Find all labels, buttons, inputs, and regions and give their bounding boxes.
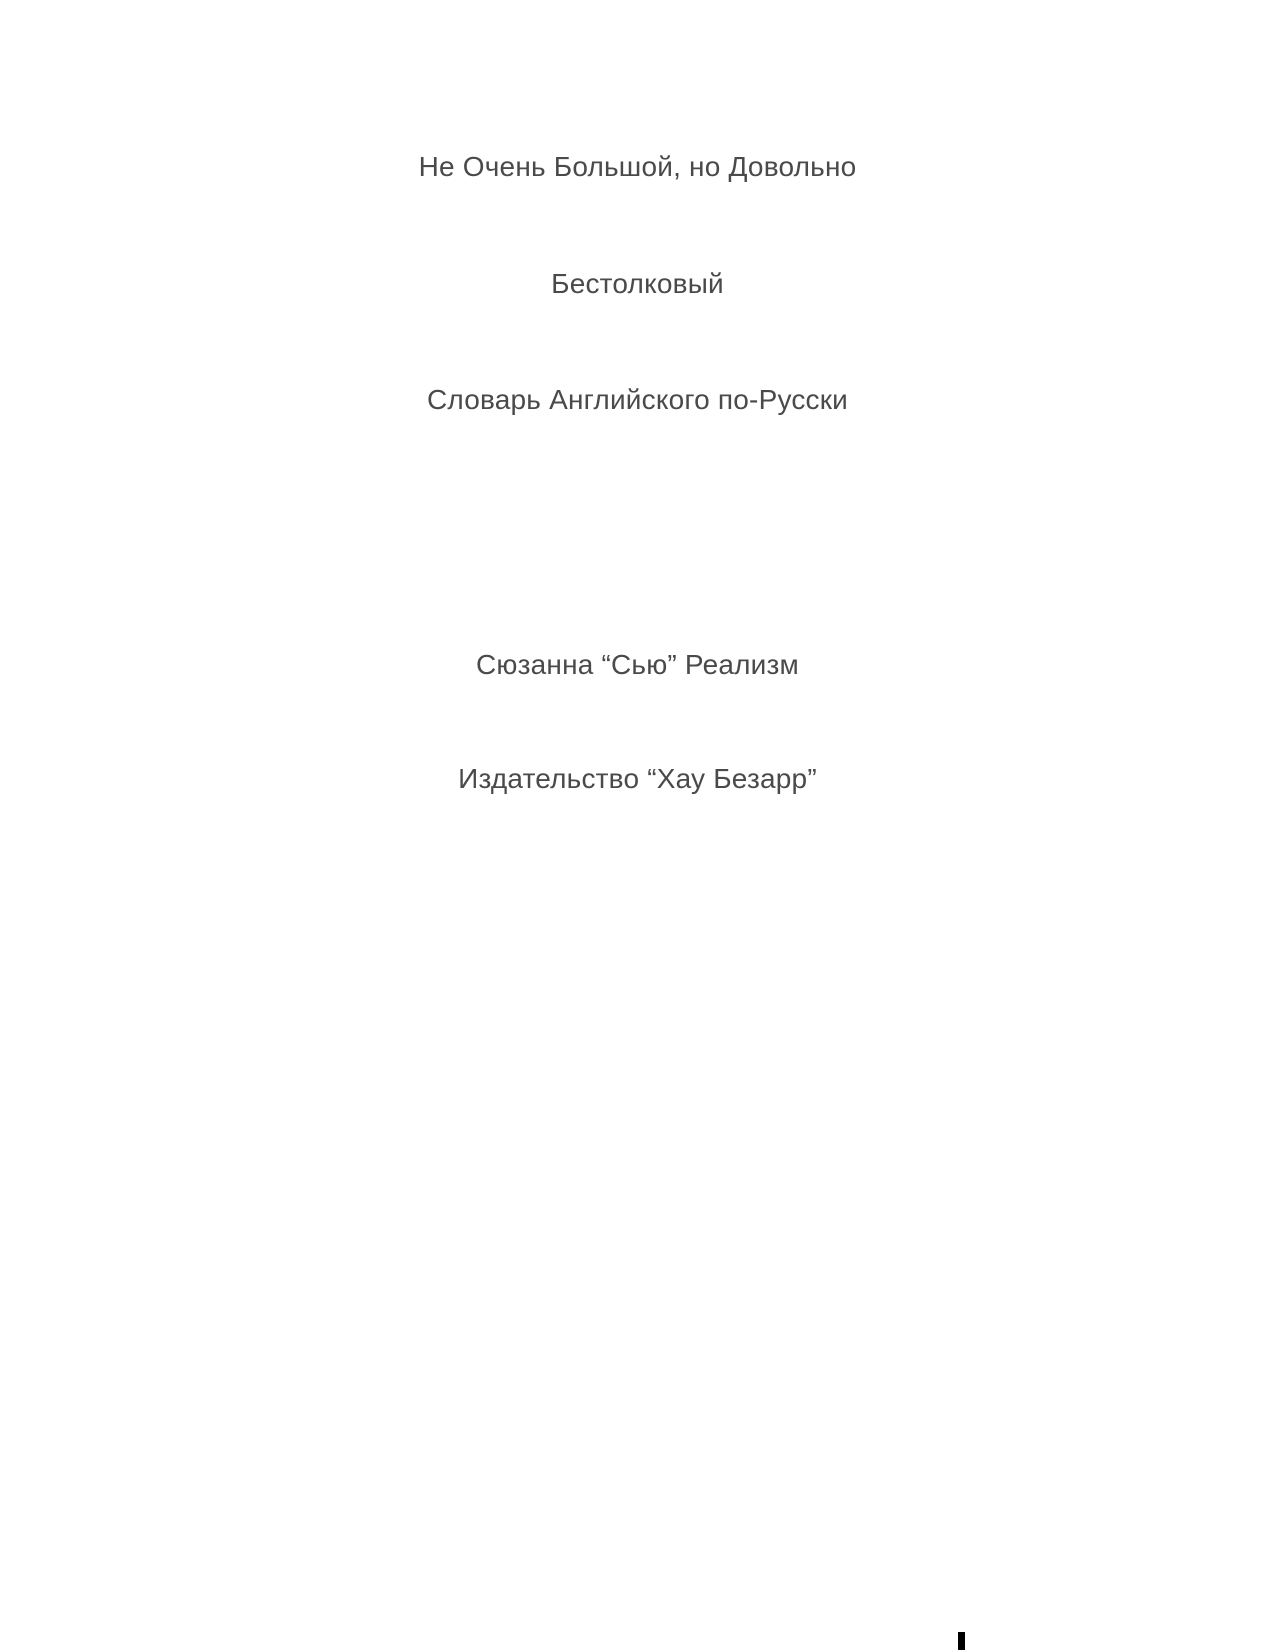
text-cursor [958, 1632, 965, 1650]
title-line-2: Бестолковый [551, 268, 724, 299]
title-line-3: Словарь Английского по-Русски [426, 384, 849, 415]
title-line-1: Не Очень Большой, но Довольно [418, 151, 857, 182]
author-line: Сюзанна “Сью” Реализм [475, 649, 799, 680]
publisher-line: Издательство “Хау Безарр” [458, 763, 817, 794]
